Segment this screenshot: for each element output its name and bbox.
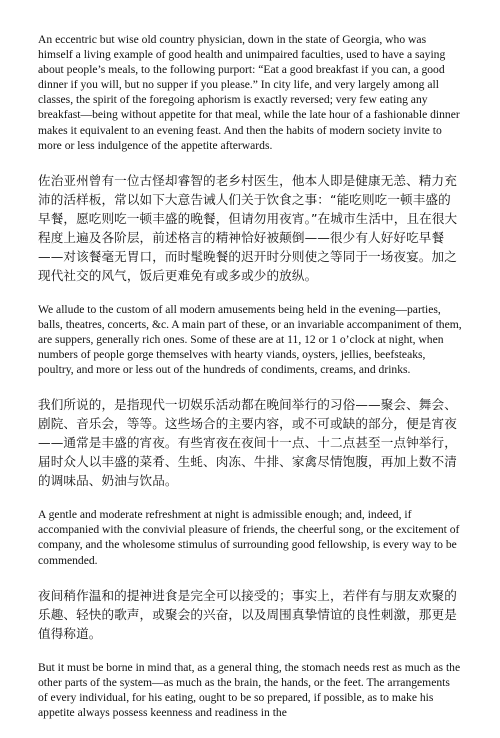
paragraph-english-1: An eccentric but wise old country physician, down in the state of Georgia, who was himself a living example of good health and unimpaired faculties, used to have a saying about people’s meals, to the following purport: “Eat a good breakfast if you can, a good dinner if you will, but no supper if you please.” In city life, and very largely among all classes, the spirit of the foregoing aphorism is exactly reversed; very few eating any breakfast—being without appetite for that meal, while the late hour of a fashionable dinner makes it equivalent to an evening feast. And then the habits of modern society invite to more or less indulgence of the appetite afterwards. — [38, 33, 460, 152]
paragraph-english-3: A gentle and moderate refreshment at night is admissible enough; and, indeed, if accompanied with the convivial pleasure of friends, the cheerful song, or the excitement of company, and the wholesome stimulus of surrounding good fellowship, is every way to be commended. — [38, 508, 460, 567]
document-page — [38, 32, 462, 738]
paragraph-english-2: We allude to the custom of all modern amusements being held in the evening—parties, balls, theatres, concerts, &c. A main part of these, or an invariable accompaniment of them, are suppers, generally rich ones. Some of these are at 11, 12 or 1 o’clock at night, when numbers of people gorge themselves with hearty viands, oysters, jellies, beefsteaks, poultry, and more or less out of the hundreds of condiments, creams, and drinks. — [38, 302, 462, 377]
paragraph-english-4: But it must be borne in mind that, as a general thing, the stomach needs rest as much as the other parts of the system—as much as the brain, the hands, or the feet. The arrangements of every individual, for his eating, ought to be so prepared, if possible, as to make his appetite always possess keenness and readiness in the — [38, 660, 461, 719]
paragraph-chinese-1: 佐治亚州曾有一位古怪却睿智的老乡村医生，他本人即是健康无恙、精力充沛的活样板，常以如下大意告诫人们关于饮食之事：“能吃则吃一顿丰盛的早餐，愿吃则吃一顿丰盛的晚餐，但请勿用夜宵。”在城市生活中，且在很大程度上遍及各阶层，前述格言的精神恰好被颠倒——很少有人好好吃早餐——对该餐毫无胃口，而时髦晚餐的迟开时分则使之等同于一场夜宴。加之现代社交的风气，饭后更难免有或多或少的放纵。 — [38, 172, 458, 283]
paragraph-chinese-3: 夜间稍作温和的提神进食是完全可以接受的；事实上，若伴有与朋友欢聚的乐趣、轻快的歌声，或聚会的兴奋，以及周围真挚情谊的良性刺激，那更是值得称道。 — [38, 587, 457, 641]
paragraph-chinese-2: 我们所说的，是指现代一切娱乐活动都在晚间举行的习俗——聚会、舞会、剧院、音乐会，等等。这些场合的主要内容，或不可或缺的部分，便是宵夜——通常是丰盛的宵夜。有些宵夜在夜间十一点、十二点甚至一点钟举行，届时众人以丰盛的菜肴、生蚝、肉冻、牛排、家禽尽情饱腹，再加上数不清的调味品、奶油与饮品。 — [38, 397, 457, 489]
